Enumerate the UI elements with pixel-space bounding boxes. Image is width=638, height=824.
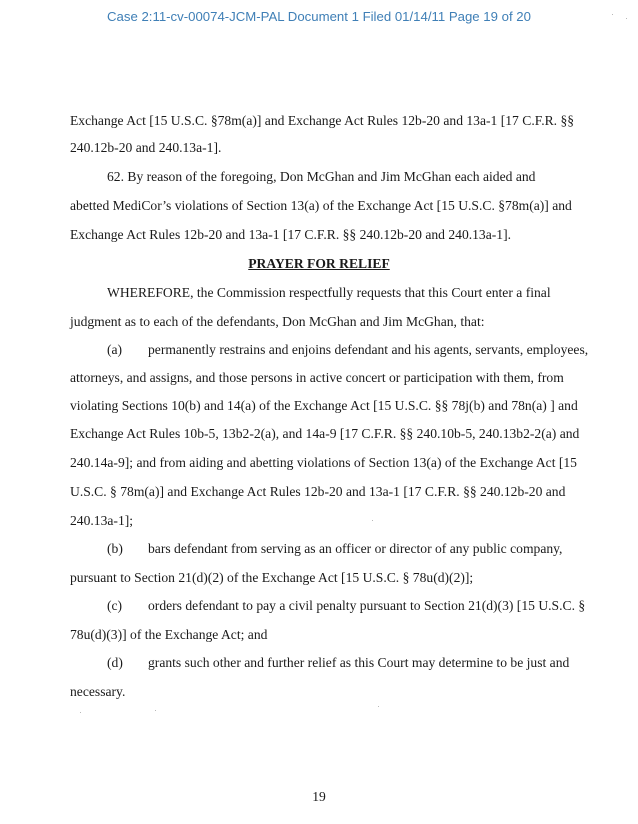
- body-line: 78u(d)(3)] of the Exchange Act; and: [70, 627, 268, 642]
- document-header: Case 2:11-cv-00074-JCM-PAL Document 1 Filed 01/14/11 Page 19 of 20: [107, 9, 531, 24]
- page-number: 19: [312, 789, 326, 804]
- scan-speck: [80, 712, 81, 713]
- scan-speck: [626, 18, 627, 19]
- body-line: 240.13a-1];: [70, 513, 134, 528]
- body-line: necessary.: [70, 684, 126, 699]
- scan-speck: [155, 710, 156, 711]
- item-marker: (d): [107, 655, 123, 670]
- scan-speck: [612, 14, 613, 15]
- item-text: grants such other and further relief as this Court may determine to be just and: [148, 655, 570, 670]
- body-line: Exchange Act [15 U.S.C. §78m(a)] and Exchange Act Rules 12b-20 and 13a-1 [17 C.F.R. §§: [70, 113, 575, 128]
- body-line: Exchange Act Rules 12b-20 and 13a-1 [17 C.F.R. §§ 240.12b-20 and 240.13a-1].: [70, 227, 512, 242]
- item-marker: (c): [107, 598, 123, 613]
- paragraph-62-line: 62. By reason of the foregoing, Don McGhan and Jim McGhan each aided and: [107, 169, 536, 184]
- item-text: bars defendant from serving as an officer or director of any public company,: [148, 541, 563, 556]
- item-text: permanently restrains and enjoins defendant and his agents, servants, employees,: [148, 342, 589, 357]
- body-line: 240.12b-20 and 240.13a-1].: [70, 140, 222, 155]
- item-marker: (b): [107, 541, 123, 556]
- body-line: violating Sections 10(b) and 14(a) of the Exchange Act [15 U.S.C. §§ 78j(b) and 78n(a) ] and: [70, 398, 578, 413]
- body-line: attorneys, and assigns, and those persons in active concert or participation with them, from: [70, 370, 564, 385]
- scan-speck: [372, 520, 373, 521]
- item-marker: (a): [107, 342, 123, 357]
- body-line: WHEREFORE, the Commission respectfully requests that this Court enter a final: [107, 285, 551, 300]
- item-text: orders defendant to pay a civil penalty pursuant to Section 21(d)(3) [15 U.S.C. §: [148, 598, 586, 613]
- body-line: judgment as to each of the defendants, Don McGhan and Jim McGhan, that:: [70, 314, 485, 329]
- body-line: abetted MediCor’s violations of Section 13(a) of the Exchange Act [15 U.S.C. §78m(a)] and: [70, 198, 572, 213]
- body-line: U.S.C. § 78m(a)] and Exchange Act Rules 12b-20 and 13a-1 [17 C.F.R. §§ 240.12b-20 and: [70, 484, 566, 499]
- section-heading: PRAYER FOR RELIEF: [248, 256, 390, 271]
- body-line: 240.14a-9]; and from aiding and abetting violations of Section 13(a) of the Exchange Act [15: [70, 455, 577, 470]
- body-line: Exchange Act Rules 10b-5, 13b2-2(a), and 14a-9 [17 C.F.R. §§ 240.10b-5, 240.13b2-2(a) and: [70, 426, 580, 441]
- scan-speck: [378, 706, 379, 707]
- body-line: pursuant to Section 21(d)(2) of the Exchange Act [15 U.S.C. § 78u(d)(2)];: [70, 570, 474, 585]
